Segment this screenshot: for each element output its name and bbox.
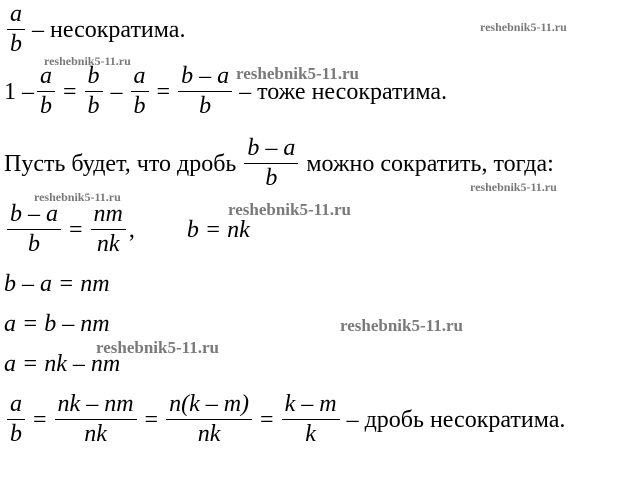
numerator: a: [10, 1, 22, 27]
line-2: [4, 64, 447, 119]
equation-b: b = nk: [186, 216, 250, 243]
one-minus: 1 –: [4, 78, 34, 105]
watermark: reshebnik5-11.ru: [34, 190, 121, 204]
fraction-bar: [244, 163, 298, 164]
fraction-bar: [37, 91, 55, 92]
watermark: reshebnik5-11.ru: [228, 200, 351, 219]
watermark: reshebnik5-11.ru: [480, 20, 567, 34]
numerator: nk – nm: [57, 391, 134, 417]
fraction-bar: [131, 91, 149, 92]
fraction-bar: [91, 229, 126, 230]
assumption-text: Пусть будет, что дробь: [4, 150, 237, 177]
minus-sign: –: [110, 78, 123, 105]
numerator: b – a: [247, 135, 296, 161]
numerator: a: [40, 63, 52, 89]
fraction-bar: [282, 419, 340, 420]
line-5: b – a = nm: [4, 271, 110, 297]
watermark: reshebnik5-11.ru: [236, 64, 359, 83]
numerator: k – m: [284, 391, 337, 417]
fraction-1: [37, 64, 55, 119]
numerator: n(k – m): [169, 391, 250, 417]
assumption-text-end: можно сократить, тогда:: [306, 150, 554, 177]
line-7: a = nk – nm: [4, 351, 121, 377]
numerator: nm: [93, 201, 123, 227]
fraction-b-minus-a-over-b: [244, 136, 298, 191]
denominator: nk: [84, 421, 107, 448]
fraction-bar: [166, 419, 252, 420]
numerator: a: [133, 63, 146, 89]
equals-sign: =: [33, 406, 47, 433]
fraction-bar: [7, 29, 25, 30]
fraction-2: [85, 64, 103, 119]
watermark: reshebnik5-11.ru: [44, 54, 131, 68]
denominator: b: [28, 231, 40, 258]
denominator: k: [305, 421, 316, 448]
denominator: b: [265, 165, 278, 192]
denominator: nk: [96, 231, 120, 258]
fraction-2: [55, 392, 137, 447]
fraction-a-over-b: [7, 2, 25, 57]
fraction-bar: [55, 419, 137, 420]
fraction-bar: [7, 419, 25, 420]
fraction-bar: [85, 91, 103, 92]
fraction-1: [7, 202, 61, 257]
fraction-4: [282, 392, 340, 447]
equals-sign: =: [156, 78, 171, 105]
fraction-2: [91, 202, 126, 257]
watermark: reshebnik5-11.ru: [96, 338, 219, 357]
fraction-bar: [7, 229, 61, 230]
line-4: [4, 202, 250, 257]
denominator: b: [10, 31, 22, 58]
numerator: b: [87, 63, 100, 89]
numerator: b – a: [181, 63, 230, 89]
denominator: b: [199, 93, 212, 120]
fraction-1: [7, 392, 25, 447]
watermark: reshebnik5-11.ru: [340, 316, 463, 335]
fraction-3: [166, 392, 252, 447]
numerator: a: [10, 391, 22, 417]
denominator: b: [40, 93, 52, 120]
line-1: [4, 2, 185, 57]
equals-sign: =: [144, 406, 159, 433]
fraction-4: [178, 64, 232, 119]
fraction-3: [131, 64, 149, 119]
line-8: [4, 392, 565, 447]
equals-sign: =: [69, 216, 83, 243]
denominator: b: [87, 93, 100, 120]
equals-sign: =: [63, 78, 77, 105]
comma: ,: [128, 216, 135, 243]
denominator: b: [10, 421, 22, 448]
line-6: a = b – nm: [4, 311, 110, 337]
watermark: reshebnik5-11.ru: [470, 180, 557, 194]
denominator: b: [133, 93, 146, 120]
statement-text: – тоже несократима.: [239, 78, 448, 105]
conclusion-text: – дробь несократима.: [346, 406, 566, 433]
denominator: nk: [197, 421, 221, 448]
fraction-bar: [178, 91, 232, 92]
numerator: b – a: [10, 201, 58, 227]
equals-sign: =: [260, 406, 274, 433]
statement-text: – несократима.: [32, 16, 186, 43]
